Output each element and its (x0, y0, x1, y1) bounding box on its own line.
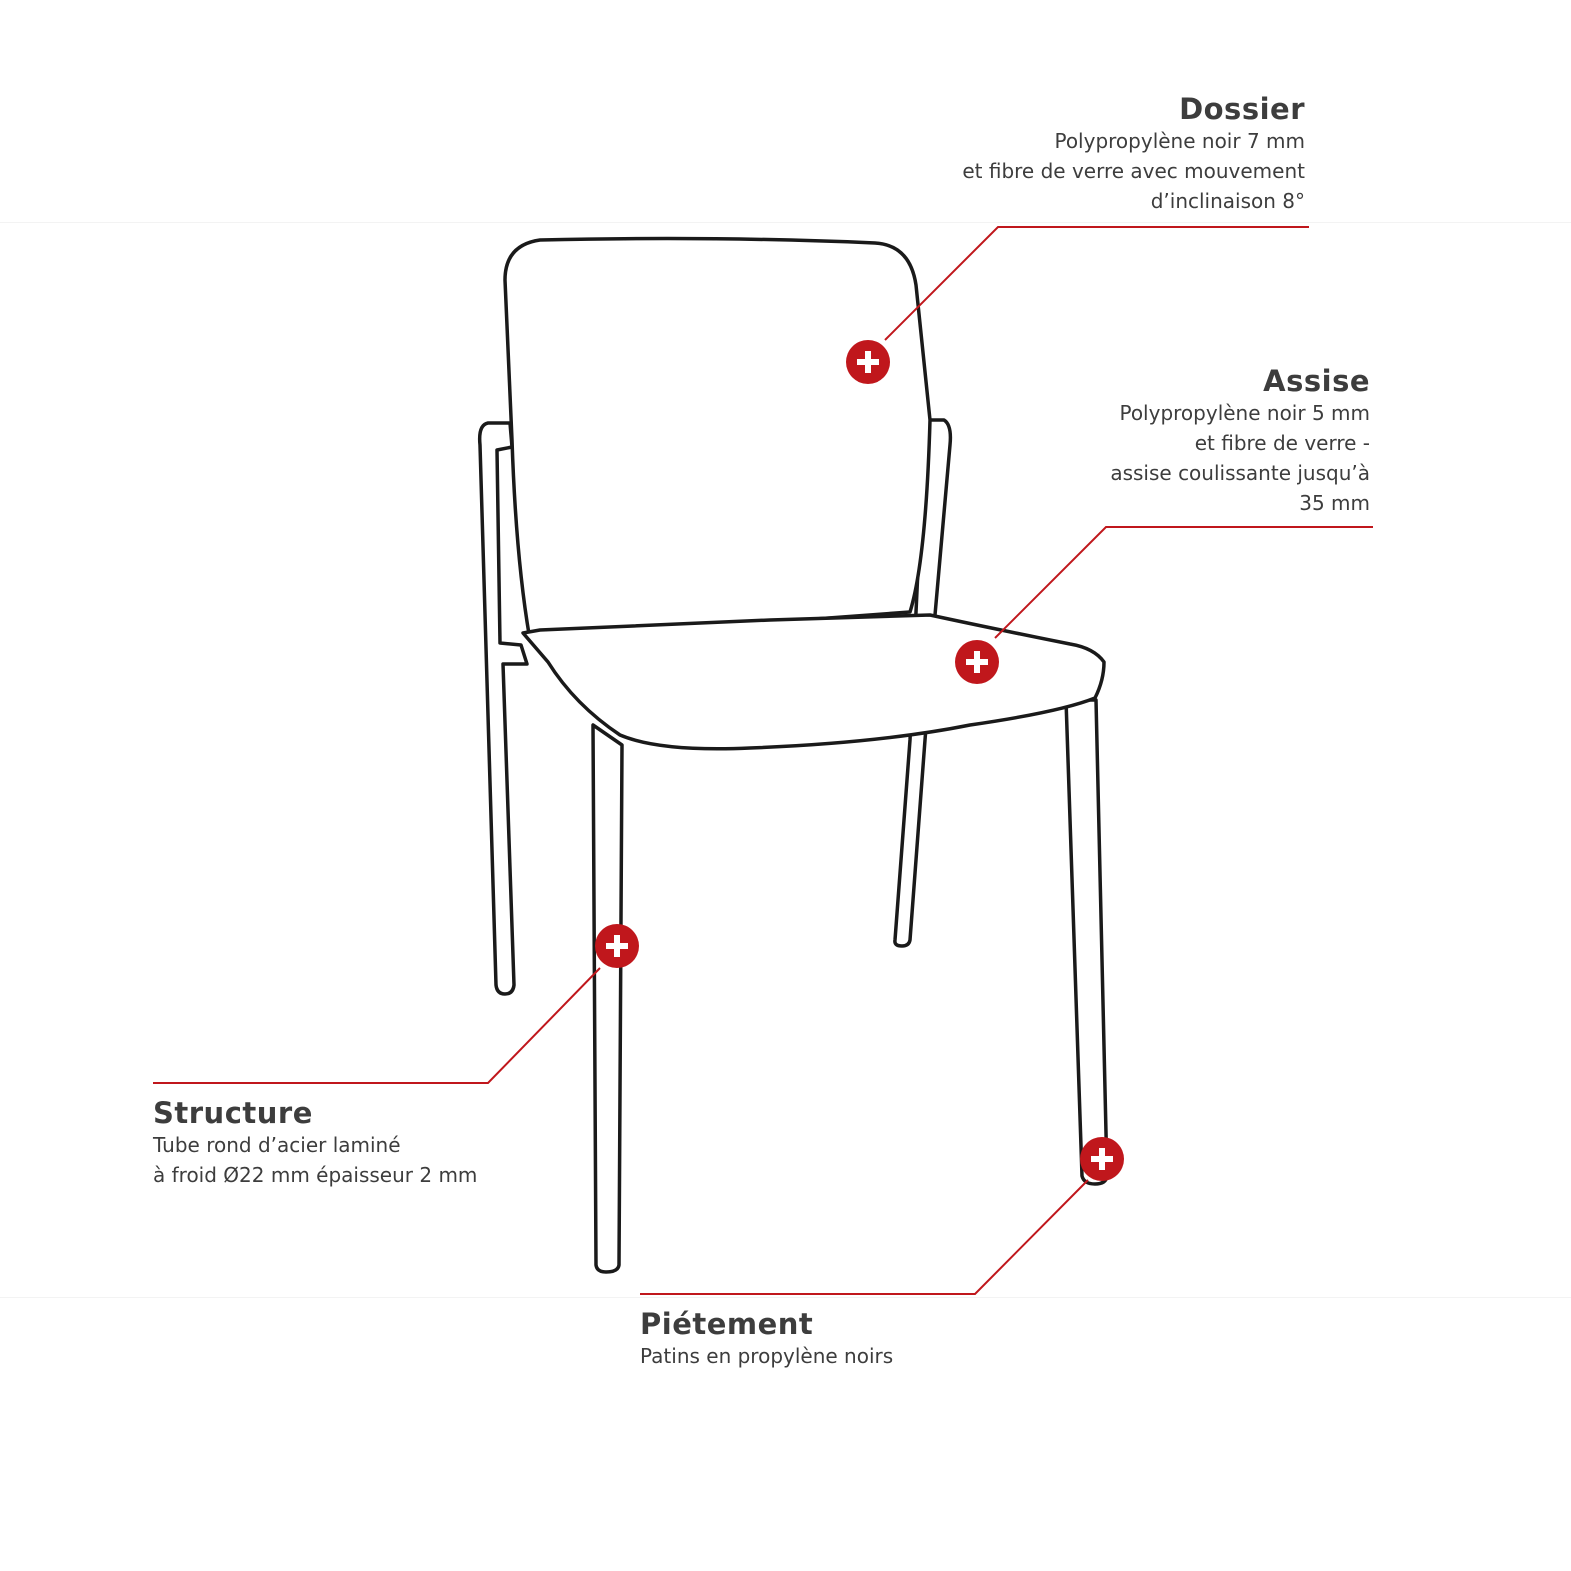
callout-text: et fibre de verre avec mouvement (962, 159, 1305, 183)
callout-text: d’inclinaison 8° (1150, 189, 1305, 213)
plus-marker-icon (595, 924, 639, 968)
plus-marker-icon (1080, 1137, 1124, 1181)
callout-text: 35 mm (1299, 491, 1370, 515)
callout-title: Piétement (640, 1307, 814, 1341)
callout-text: Polypropylène noir 5 mm (1119, 401, 1370, 425)
plus-marker-icon (846, 340, 890, 384)
callout-text: assise coulissante jusqu’à (1110, 461, 1370, 485)
front-right-leg (1066, 700, 1107, 1184)
leader-line (153, 968, 600, 1083)
front-left-leg (593, 725, 622, 1272)
callout-title: Structure (153, 1096, 313, 1130)
callout-dossier (962, 92, 1305, 216)
seat-shape (523, 615, 1104, 749)
backrest-shape (505, 239, 930, 640)
callout-structure (153, 1096, 477, 1190)
callout-text: et fibre de verre - (1194, 431, 1370, 455)
callout-text: à froid Ø22 mm épaisseur 2 mm (153, 1163, 478, 1187)
callout-text: Tube rond d’acier laminé (153, 1133, 401, 1157)
leader-line (885, 227, 1309, 340)
callout-text: Polypropylène noir 7 mm (1054, 129, 1305, 153)
callout-pietement (640, 1307, 893, 1371)
callout-title: Assise (1263, 364, 1370, 398)
callout-assise (1110, 364, 1370, 518)
callout-title: Dossier (1179, 92, 1305, 126)
leader-line (640, 1180, 1088, 1294)
plus-marker-icon (955, 640, 999, 684)
callout-text: Patins en propylène noirs (640, 1344, 894, 1368)
leader-line (995, 527, 1373, 638)
